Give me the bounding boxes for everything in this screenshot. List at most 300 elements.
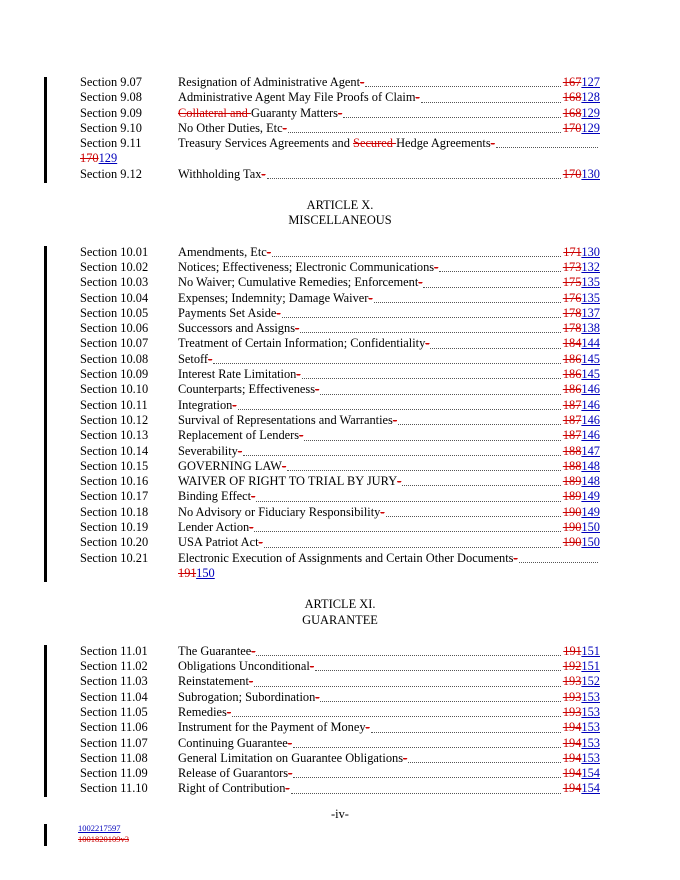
new-page-number: 150 <box>581 535 600 550</box>
old-page-number: 188 <box>562 443 582 458</box>
page-numbers <box>563 352 600 367</box>
old-page-number: 190 <box>562 520 582 535</box>
dotted-leader <box>519 562 598 563</box>
new-page-number: 154 <box>581 781 600 796</box>
page-numbers <box>563 167 600 182</box>
title-text: Resignation of Administrative Agent <box>178 75 361 89</box>
old-page-number: 189 <box>562 489 582 504</box>
section-number: Section 10.13 <box>80 428 149 443</box>
section-number: Section 10.01 <box>80 244 149 259</box>
new-page-number: 137 <box>581 305 600 320</box>
deleted-tab-mark: - <box>403 750 408 765</box>
page-numbers <box>563 674 600 689</box>
title-text: No Waiver; Cumulative Remedies; Enforcement <box>178 275 419 290</box>
old-page-number: 170 <box>80 151 99 166</box>
old-page-number: 188 <box>562 458 582 473</box>
toc-entry <box>80 459 600 474</box>
title-text: Payments Set Aside <box>178 305 277 320</box>
new-page-number: 150 <box>581 520 600 535</box>
deleted-tab-mark: - <box>251 489 256 504</box>
toc-group-article-10 <box>80 198 600 581</box>
toc-rows-article-9 <box>80 75 600 182</box>
deleted-tab-mark: - <box>285 781 290 796</box>
toc-entry <box>80 398 600 413</box>
old-page-number: 173 <box>562 259 582 274</box>
dotted-leader <box>264 547 561 548</box>
article-heading <box>80 597 600 628</box>
section-number: Section 11.01 <box>80 643 148 658</box>
old-page-number: 187 <box>562 412 582 427</box>
entry-body <box>178 75 600 90</box>
new-page-number: 154 <box>581 766 600 781</box>
toc-entry-continuation <box>80 566 600 581</box>
old-page-number: 168 <box>562 90 582 105</box>
page-numbers <box>563 336 600 351</box>
page-numbers <box>563 720 600 735</box>
entry-body <box>178 766 600 781</box>
dotted-leader <box>243 455 561 456</box>
entry-body <box>178 306 600 321</box>
deleted-tab-mark: - <box>418 275 423 290</box>
section-title <box>178 444 238 459</box>
section-title <box>178 459 282 474</box>
title-text: Counterparts; Effectiveness <box>178 382 316 397</box>
change-bar <box>44 824 47 846</box>
new-page-number: 129 <box>98 151 118 166</box>
dotted-leader <box>254 531 560 532</box>
section-title <box>178 352 208 367</box>
change-bar <box>44 645 47 797</box>
new-page-number: 130 <box>581 244 600 259</box>
page-numbers <box>563 644 600 659</box>
title-text: Amendments, Etc <box>178 244 267 259</box>
page-numbers <box>563 291 600 306</box>
document-id-block <box>78 823 129 845</box>
new-page-number: 153 <box>581 735 600 750</box>
dotted-leader <box>254 686 561 687</box>
entry-body <box>178 413 600 428</box>
change-bar <box>44 77 47 183</box>
section-number: Section 10.12 <box>80 412 149 427</box>
deleted-tab-mark: - <box>281 458 287 473</box>
old-page-number: 170 <box>562 166 582 181</box>
section-title <box>178 382 315 397</box>
toc-rows-article-11 <box>80 644 600 797</box>
new-page-number: 128 <box>581 90 600 105</box>
new-page-number: 150 <box>196 565 215 580</box>
title-text: No Other Duties, Etc <box>178 120 283 135</box>
section-number: Section 9.07 <box>80 75 142 89</box>
title-text: USA Patriot Act <box>178 535 259 550</box>
section-title <box>178 551 514 566</box>
page-numbers <box>563 367 600 382</box>
entry-body <box>178 720 600 735</box>
old-page-number: 190 <box>562 535 582 550</box>
new-page-number: 135 <box>581 290 600 305</box>
deleted-tab-mark: - <box>360 75 365 89</box>
dotted-leader <box>232 716 561 717</box>
toc-entry <box>80 106 600 121</box>
toc-entry <box>80 90 600 105</box>
section-title <box>178 367 296 382</box>
section-title <box>178 766 288 781</box>
toc-entry <box>80 367 600 382</box>
section-title <box>178 736 288 751</box>
section-title <box>178 121 283 136</box>
section-number: Section 11.03 <box>80 674 148 689</box>
entry-body <box>178 121 600 136</box>
dotted-leader <box>267 178 561 179</box>
page-numbers <box>563 459 600 474</box>
dotted-leader <box>398 424 561 425</box>
new-page-number: 149 <box>581 504 600 519</box>
section-title <box>178 336 425 351</box>
old-page-number: 194 <box>562 781 582 796</box>
dotted-leader <box>302 378 561 379</box>
deleted-tab-mark: - <box>287 735 292 750</box>
article-number: ARTICLE X. <box>306 198 374 213</box>
deleted-tab-mark: - <box>365 720 370 735</box>
page-numbers <box>563 260 600 275</box>
entry-body <box>178 674 600 689</box>
title-text: Severability <box>178 443 238 458</box>
section-title <box>178 720 366 735</box>
dotted-leader <box>386 516 561 517</box>
entry-body <box>178 644 600 659</box>
section-number: Section 11.02 <box>80 659 148 674</box>
toc-entry-continuation <box>80 151 600 166</box>
dotted-leader <box>287 470 561 471</box>
title-text: Reinstatement <box>178 674 249 689</box>
page-numbers <box>563 106 600 121</box>
section-title <box>178 690 315 705</box>
toc-entry <box>80 674 600 689</box>
section-number: Section 10.06 <box>80 321 149 336</box>
section-number: Section 9.12 <box>80 166 142 181</box>
toc-entry <box>80 306 600 321</box>
deleted-tab-mark: - <box>288 766 293 781</box>
old-page-number: 193 <box>562 674 582 689</box>
page-numbers <box>563 121 600 136</box>
section-number: Section 9.09 <box>80 105 142 120</box>
toc-entry <box>80 382 600 397</box>
section-number: Section 10.04 <box>80 290 149 305</box>
new-page-number: 145 <box>581 351 600 366</box>
entry-body <box>178 336 600 351</box>
section-number: Section 10.09 <box>80 367 149 382</box>
page-number-footer: -iv- <box>331 806 349 821</box>
toc-entry <box>80 659 600 674</box>
title-text: WAIVER OF RIGHT TO TRIAL BY JURY <box>178 474 398 489</box>
old-page-number: 167 <box>562 75 582 89</box>
title-text: Administrative Agent May File Proofs of Claim <box>178 90 416 105</box>
deleted-tab-mark: - <box>249 520 254 535</box>
title-text: Interest Rate Limitation <box>178 367 297 382</box>
old-page-number: 190 <box>562 504 582 519</box>
deleted-tab-mark: - <box>251 643 256 658</box>
section-number: Section 11.08 <box>80 750 148 765</box>
new-page-number: 153 <box>581 750 600 765</box>
section-title <box>178 106 338 121</box>
page-numbers <box>563 444 600 459</box>
page-numbers <box>563 781 600 796</box>
section-title <box>178 674 249 689</box>
entry-body <box>178 705 600 720</box>
toc-entry <box>80 644 600 659</box>
dotted-leader <box>272 256 561 257</box>
dotted-leader <box>343 117 561 118</box>
new-page-number: 138 <box>581 321 600 336</box>
old-page-number: 193 <box>562 704 582 719</box>
title-text: Instrument for the Payment of Money <box>178 720 366 735</box>
title-text: Replacement of Lenders <box>178 428 300 443</box>
entry-body <box>178 428 600 443</box>
deleted-tab-mark: - <box>425 336 430 351</box>
new-page-number: 145 <box>581 367 600 382</box>
new-page-number: 127 <box>581 75 600 89</box>
toc-entry <box>80 352 600 367</box>
page-numbers <box>563 520 600 535</box>
section-title <box>178 489 251 504</box>
entry-body <box>178 535 600 550</box>
old-page-number: 186 <box>562 351 582 366</box>
dotted-leader <box>496 147 598 148</box>
section-number: Section 10.21 <box>80 550 149 565</box>
section-number: Section 10.15 <box>80 458 149 473</box>
change-bar <box>44 246 47 582</box>
entry-body <box>178 459 600 474</box>
section-title <box>178 321 295 336</box>
section-number: Section 10.08 <box>80 351 149 366</box>
title-text: Continuing Guarantee <box>178 735 288 750</box>
old-page-number: 171 <box>563 244 582 259</box>
entry-body <box>178 245 600 260</box>
new-page-number: 149 <box>581 489 600 504</box>
section-title <box>178 705 227 720</box>
section-title <box>178 505 380 520</box>
toc-entry <box>80 474 600 489</box>
deleted-tab-mark: - <box>309 659 314 674</box>
new-page-number: 130 <box>581 166 600 181</box>
section-title <box>178 306 276 321</box>
toc-entry <box>80 690 600 705</box>
dotted-leader <box>304 440 561 441</box>
dotted-leader <box>421 102 561 103</box>
new-page-number: 148 <box>581 474 600 489</box>
page-numbers <box>563 690 600 705</box>
document-id-old: 1001820109v3 <box>78 834 129 844</box>
title-text: Treatment of Certain Information; Confidentiality <box>178 336 426 351</box>
old-page-number: 194 <box>562 766 582 781</box>
toc-entry <box>80 520 600 535</box>
section-title <box>178 413 393 428</box>
section-number: Section 10.03 <box>80 275 149 290</box>
section-number: Section 10.11 <box>80 397 148 412</box>
dotted-leader <box>371 732 561 733</box>
title-text: Release of Guarantors <box>178 766 289 781</box>
entry-body <box>178 352 600 367</box>
new-page-number: 146 <box>581 382 600 397</box>
dotted-leader <box>374 302 561 303</box>
page-numbers <box>563 474 600 489</box>
page-numbers <box>563 535 600 550</box>
page-numbers <box>563 75 600 90</box>
article-heading <box>80 198 600 229</box>
article-title: MISCELLANEOUS <box>288 213 392 228</box>
entry-body <box>178 275 600 290</box>
title-text: General Limitation on Guarantee Obligations <box>178 750 404 765</box>
deleted-tab-mark: - <box>276 305 281 320</box>
section-number: Section 9.10 <box>80 120 142 135</box>
toc-group-article-9 <box>80 75 600 182</box>
title-text: Integration <box>178 397 233 412</box>
toc-entry <box>80 321 600 336</box>
page-numbers <box>563 659 600 674</box>
section-number: Section 10.17 <box>80 489 149 504</box>
old-page-number: 193 <box>562 689 582 704</box>
old-page-number: 189 <box>562 474 582 489</box>
title-text: Right of Contribution <box>178 781 286 796</box>
entry-body <box>178 367 600 382</box>
entry-body <box>178 520 600 535</box>
title-text: Hedge Agreements <box>396 136 491 151</box>
entry-body <box>178 505 600 520</box>
old-page-number: 178 <box>562 305 582 320</box>
deleted-tab-mark: - <box>392 412 398 427</box>
deleted-text: Secured <box>353 136 397 151</box>
deleted-tab-mark: - <box>315 689 320 704</box>
dotted-leader <box>238 409 561 410</box>
toc-entry <box>80 167 600 182</box>
new-page-number: 151 <box>581 659 600 674</box>
entry-body <box>178 551 600 566</box>
section-number: Section 11.09 <box>80 766 148 781</box>
deleted-tab-mark: - <box>237 443 243 458</box>
old-page-number: 194 <box>562 750 582 765</box>
old-page-number: 186 <box>562 382 582 397</box>
page-numbers <box>563 398 600 413</box>
new-page-number: 135 <box>581 275 600 290</box>
section-title <box>178 520 249 535</box>
section-number: Section 10.20 <box>80 535 149 550</box>
section-title <box>178 167 261 182</box>
page-numbers <box>178 566 215 580</box>
dotted-leader <box>282 317 561 318</box>
toc-entry <box>80 336 600 351</box>
deleted-tab-mark: - <box>232 397 237 412</box>
section-title <box>178 644 251 659</box>
deleted-tab-mark: - <box>490 136 495 151</box>
deleted-tab-mark: - <box>380 504 385 519</box>
page-numbers <box>563 413 600 428</box>
old-page-number: 175 <box>562 275 582 290</box>
deleted-tab-mark: - <box>226 704 232 719</box>
page-numbers <box>563 705 600 720</box>
section-number: Section 10.16 <box>80 474 149 489</box>
deleted-tab-mark: - <box>315 382 320 397</box>
article-number: ARTICLE XI. <box>304 597 376 612</box>
entry-body <box>178 291 600 306</box>
new-page-number: 153 <box>581 704 600 719</box>
old-page-number: 187 <box>562 428 582 443</box>
deleted-tab-mark: - <box>397 474 402 489</box>
title-text: No Advisory or Fiduciary Responsibility <box>178 504 381 519</box>
old-page-number: 186 <box>562 367 582 382</box>
toc-entry <box>80 121 600 136</box>
title-text: Survival of Representations and Warranties <box>178 412 393 427</box>
new-page-number: 147 <box>581 443 600 458</box>
section-title <box>178 260 434 275</box>
toc-entry <box>80 551 600 566</box>
dotted-leader <box>293 777 561 778</box>
page-numbers <box>563 245 600 260</box>
title-text: Subrogation; Subordination <box>178 689 316 704</box>
entry-body <box>178 659 600 674</box>
page-numbers <box>563 428 600 443</box>
section-title <box>178 474 397 489</box>
deleted-tab-mark: - <box>261 166 266 181</box>
section-number: Section 10.05 <box>80 305 149 320</box>
toc-entry <box>80 260 600 275</box>
new-page-number: 152 <box>581 674 600 689</box>
title-text: Treasury Services Agreements and <box>178 136 354 151</box>
dotted-leader <box>256 501 561 502</box>
dotted-leader <box>320 701 560 702</box>
deleted-tab-mark: - <box>434 259 439 274</box>
deleted-tab-mark: - <box>266 244 271 259</box>
toc-entry <box>80 720 600 735</box>
old-page-number: 194 <box>562 720 582 735</box>
section-number: Section 10.02 <box>80 259 149 274</box>
title-text: GOVERNING LAW <box>178 458 282 473</box>
entry-body <box>178 136 600 151</box>
section-title <box>178 659 310 674</box>
section-title <box>178 291 368 306</box>
toc-entry <box>80 136 600 151</box>
toc-entry <box>80 291 600 306</box>
dotted-leader <box>408 762 561 763</box>
section-number: Section 11.10 <box>80 781 148 796</box>
section-number: Section 11.06 <box>80 720 148 735</box>
section-title <box>178 751 403 766</box>
new-page-number: 144 <box>581 336 600 351</box>
title-text: Obligations Unconditional <box>178 659 310 674</box>
dotted-leader <box>320 394 561 395</box>
section-title <box>178 428 299 443</box>
dotted-leader <box>291 793 561 794</box>
entry-body <box>178 90 600 105</box>
toc-rows-article-10 <box>80 245 600 582</box>
old-page-number: 192 <box>562 659 582 674</box>
old-page-number: 184 <box>562 336 582 351</box>
section-number: Section 11.04 <box>80 689 148 704</box>
toc-entry <box>80 505 600 520</box>
dotted-leader <box>256 655 561 656</box>
deleted-tab-mark: - <box>208 351 213 366</box>
deleted-tab-mark: - <box>513 550 518 565</box>
old-page-number: 194 <box>562 735 582 750</box>
section-title <box>178 535 259 550</box>
deleted-tab-mark: - <box>282 120 287 135</box>
page-numbers <box>563 505 600 520</box>
document-id-new: 1002217597 <box>78 823 121 833</box>
entry-body <box>178 444 600 459</box>
section-number: Section 11.07 <box>80 735 148 750</box>
toc-entry <box>80 736 600 751</box>
toc-entry <box>80 275 600 290</box>
section-number: Section 11.05 <box>80 704 148 719</box>
entry-body <box>178 398 600 413</box>
